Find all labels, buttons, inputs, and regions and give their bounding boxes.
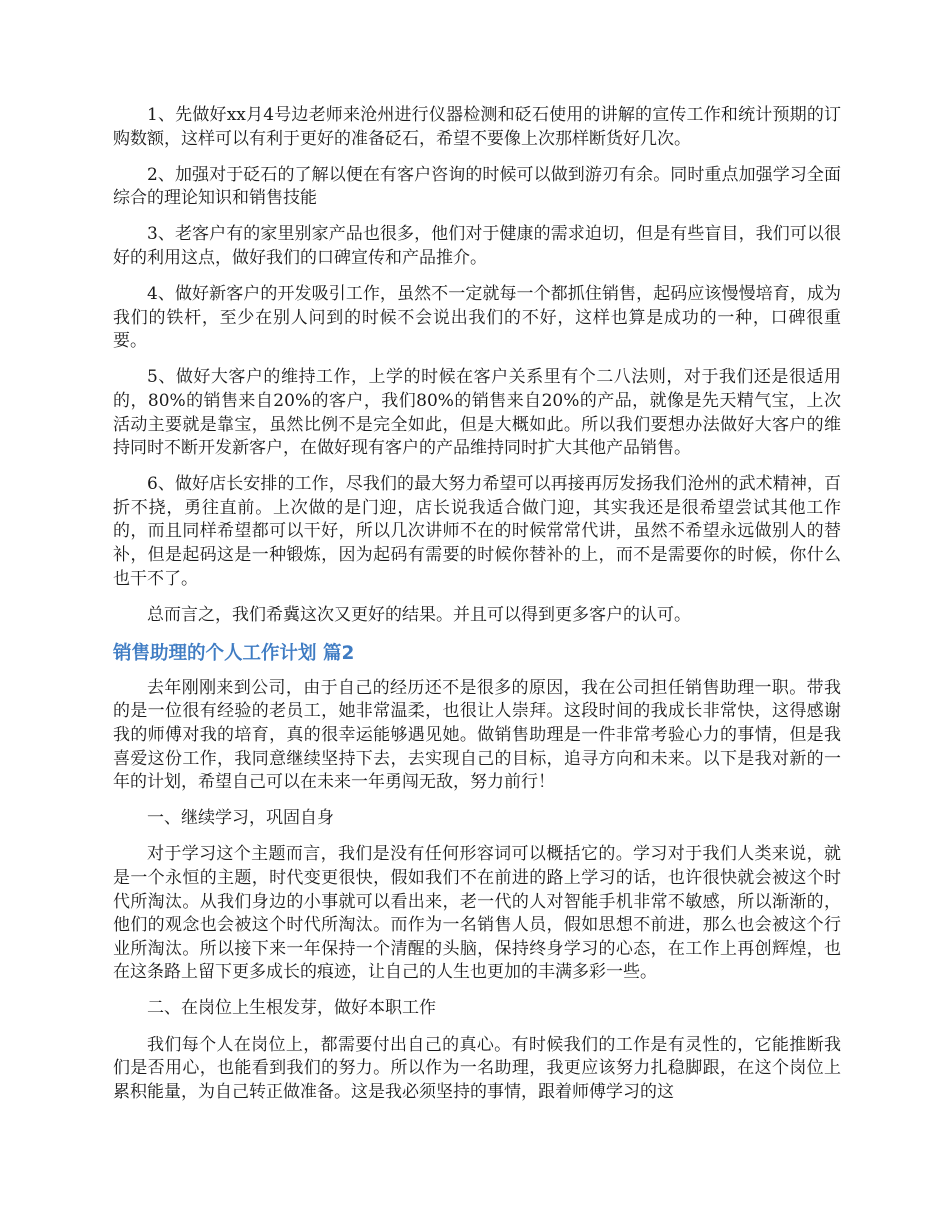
paragraph-item-4: 4、做好新客户的开发吸引工作，虽然不一定就每一个都抓住销售，起码应该慢慢培育，成为我们的铁杆，至少在别人问到的时候不会说出我们的不好，这样也算是成功的一种，口碑很重要。 [113,284,841,352]
paragraph-item-2: 2、加强对于砭石的了解以便在有客户咨询的时候可以做到游刃有余。同时重点加强学习全面综合的理论知识和销售技能 [113,164,841,209]
summary-paragraph: 总而言之，我们希冀这次又更好的结果。并且可以得到更多客户的认可。 [147,604,691,625]
paragraph-item-3: 3、老客户有的家里别家产品也很多，他们对于健康的需求迫切，但是有些盲目，我们可以很好的利用这点，做好我们的口碑宣传和产品推介。 [113,224,841,268]
job-duties-paragraph: 我们每个人在岗位上，都需要付出自己的真心。有时候我们的工作是有灵性的，它能推断我们是否用心，也能看到我们的努力。所以作为一名助理，我更应该努力扎稳脚跟，在这个岗位上累积能量，为自己转正做准备。这是我必须坚持的事情，跟着师傅学习的这 [113,1034,841,1102]
subheading-job-duties: 二、在岗位上生根发芽，做好本职工作 [147,998,436,1019]
document-page [113,104,841,1117]
intro-paragraph: 去年刚刚来到公司，由于自己的经历还不是很多的原因，我在公司担任销售助理一职。带我的是一位很有经验的老员工，她非常温柔，也很让人崇拜。这段时间的我成长非常快，这得感谢我的师傅对我的培育，真的很幸运能够遇见她。做销售助理是一件非常考验心力的事情，但是我喜爱这份工作，我同意继续坚持下去，去实现自己的目标，追寻方向和未来。以下是我对新的一年的计划，希望自己可以在未来一年勇闯无敌，努力前行！ [113,677,841,793]
paragraph-item-5: 5、做好大客户的维持工作，上学的时候在客户关系里有个二八法则，对于我们还是很适用的，80%的销售来自20%的客户，我们80%的销售来自20%的产品，就像是先天精气宝，上次活动主要就是靠宝，虽然比例不是完全如此，但是大概如此。所以我们要想办法做好大客户的维持同时不断开发新客户，在做好现有客户的产品维持同时扩大其他产品销售。 [113,367,841,459]
paragraph-item-1: 1、先做好xx月4号边老师来沧州进行仪器检测和砭石使用的讲解的宣传工作和统计预期的订购数额，这样可以有利于更好的准备砭石，希望不要像上次那样断货好几次。 [113,105,841,149]
learning-paragraph: 对于学习这个主题而言，我们是没有任何形容词可以概括它的。学习对于我们人类来说，就是一个永恒的主题，时代变更很快，假如我们不在前进的路上学习的话，也许很快就会被这个时代所淘汰。从我们身边的小事就可以看出来，老一代的人对智能手机非常不敏感，所以渐渐的，他们的观念也会被这个时代所淘汰。而作为一名销售人员，假如思想不前进，那么也会被这个行业所淘汰。所以接下来一年保持一个清醒的头脑，保持终身学习的心态，在工作上再创辉煌，也在这条路上留下更多成长的痕迹，让自己的人生也更加的丰满多彩一些。 [113,844,841,983]
section-heading: 销售助理的个人工作计划 篇2 [113,642,355,664]
subheading-continue-learning: 一、继续学习，巩固自身 [147,808,334,829]
paragraph-item-6: 6、做好店长安排的工作，尽我们的最大努力希望可以再接再厉发扬我们沧州的武术精神，百折不挠，勇往直前。上次做的是门迎，店长说我适合做门迎，其实我还是很希望尝试其他工作的，而且同样希望都可以干好，所以几次讲师不在的时候常常代讲，虽然不希望永远做别人的替补，但是起码这是一种锻炼，因为起码有需要的时候你替补的上，而不是需要你的时候，你什么也干不了。 [113,474,841,589]
